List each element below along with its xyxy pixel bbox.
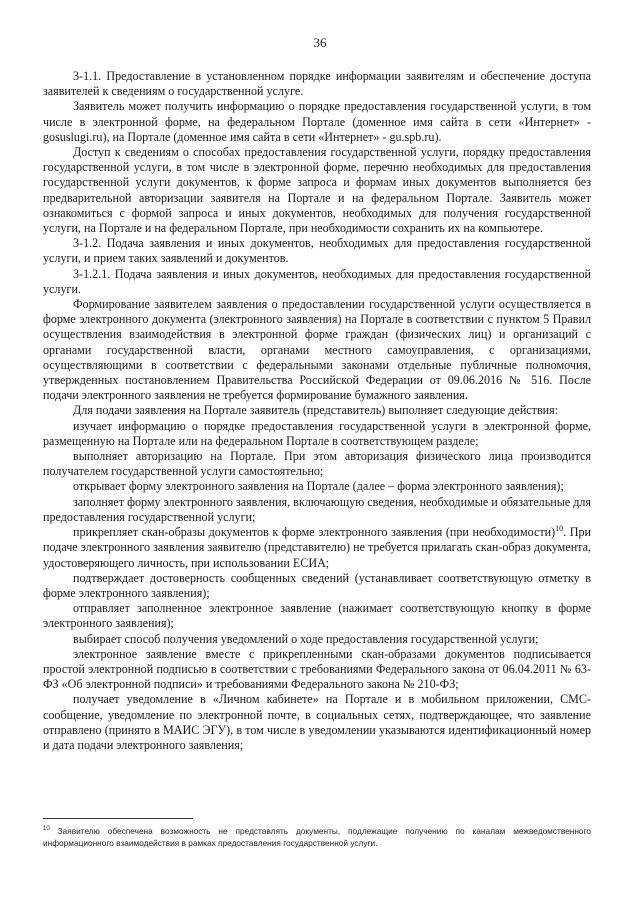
- footnote-divider: [43, 818, 193, 819]
- list-item-signature: электронное заявление вместе с прикрепленными скан-образами документов подписывается простой электронной подписью в соответствии с требованиями Федерального закона от 06.04.2011 № 63-ФЗ «Об электронной подписи» и требованиями Федерального закона № 210-ФЗ;: [43, 646, 591, 692]
- list-item-fill-form: заполняет форму электронного заявления, включающую сведения, необходимые и обязательные для предоставления государственной услуги;: [43, 494, 591, 524]
- footnote-text: Заявителю обеспечена возможность не представлять документы, подлежащие получению по каналам межведомственного информационного взаимодействия в рамках предоставления государственной услуги.: [43, 826, 591, 848]
- text-body: [43, 69, 591, 753]
- attach-text-after: . При подаче электронного заявления заявителю (представителю) не требуется прилагать скан-образ документа, удостоверяющего личность, при использовании ЕСИА;: [43, 525, 591, 570]
- list-item-confirm: подтверждает достоверность сообщенных сведений (устанавливает соответствующую отметку в форме электронного заявления);: [43, 570, 591, 600]
- footnote-ref-10[interactable]: 10: [555, 524, 564, 534]
- paragraph-info-sources: Заявитель может получить информацию о порядке предоставления государственной услуги, в том числе в электронной форме, на федеральном Портале (доменное имя сайта в сети «Интернет» - gosuslugi.ru), на Портале (доменное имя сайта в сети «Интернет» - gu.spb.ru).: [43, 99, 591, 144]
- paragraph-section-3-1-1: 3-1.1. Предоставление в установленном порядке информации заявителям и обеспечение доступа заявителей к сведениям о государственной услуге.: [43, 69, 591, 99]
- list-item-submit: отправляет заполненное электронное заявление (нажимает соответствующую кнопку в форме электронного заявления);: [43, 601, 591, 631]
- footnote-marker: 10: [43, 826, 50, 833]
- page-number: 36: [313, 35, 327, 50]
- list-item-notification-method: выбирает способ получения уведомлений о ходе предоставления государственной услуги;: [73, 631, 539, 646]
- attach-text-before: прикрепляет скан-образы документов к форме электронного заявления (при необходимости): [73, 525, 556, 540]
- list-item-attach-scans: [43, 525, 591, 571]
- paragraph-forming-application: Формирование заявителем заявления о предоставлении государственной услуги осуществляется в форме электронного документа (электронного заявления) на Портале в соответствии с пунктом 5 Правил осуществления взаимодействия в электронной форме граждан (физических лиц) и организаций с органами государственной власти, органами местного самоуправления, с организациями, осуществляющими в соответствии с федеральными законами отдельные публичные полномочия, утвержденных постановлением Правительства Российской Федерации от 09.06.2016 № 516. После подачи электронного заявления не требуется формирование бумажного заявления.: [43, 297, 591, 403]
- paragraph-section-3-1-2-1: 3-1.2.1. Подача заявления и иных документов, необходимых для предоставления государственной услуги.: [43, 266, 591, 296]
- list-item-study-info: изучает информацию о порядке предоставления государственной услуги в электронной форме, размещенную на Портале или на федеральном Портале в соответствующем разделе;: [43, 418, 591, 448]
- footnote-10: [43, 825, 591, 849]
- list-item-authorization: выполняет авторизацию на Портале. При этом авторизация физического лица производится получателем государственной услуги самостоятельно;: [43, 449, 591, 479]
- list-item-open-form: открывает форму электронного заявления на Портале (далее – форма электронного заявления);: [73, 479, 564, 494]
- paragraph-access-info: Доступ к сведениям о способах предоставления государственной услуги, порядку предоставления государственной услуги, в том числе в электронной форме, перечню необходимых для предоставления государственной услуги документов, к форме запроса и формам иных документов выполняется без предварительной авторизации заявителя на Портале и на федеральном Портале. Заявитель может ознакомиться с формой запроса и иных документов, необходимых для получения государственной услуги, на Портале и на федеральном Портале, при необходимости сохранить их на компьютере.: [43, 145, 591, 236]
- paragraph-actions-intro: Для подачи заявления на Портале заявитель (представитель) выполняет следующие действия:: [73, 403, 559, 418]
- list-item-receive-notification: получает уведомление в «Личном кабинете» на Портале и в мобильном приложении, СМС-сообщение, уведомление по электронной почте, в социальных сетях, подтверждающее, что заявление отправлено (принято в МАИС ЭГУ), в том числе в уведомлении указываются идентификационный номер и дата подачи электронного заявления;: [43, 692, 591, 752]
- paragraph-section-3-1-2: 3-1.2. Подача заявления и иных документов, необходимых для предоставления государственной услуги, и прием таких заявлений и документов.: [43, 236, 591, 266]
